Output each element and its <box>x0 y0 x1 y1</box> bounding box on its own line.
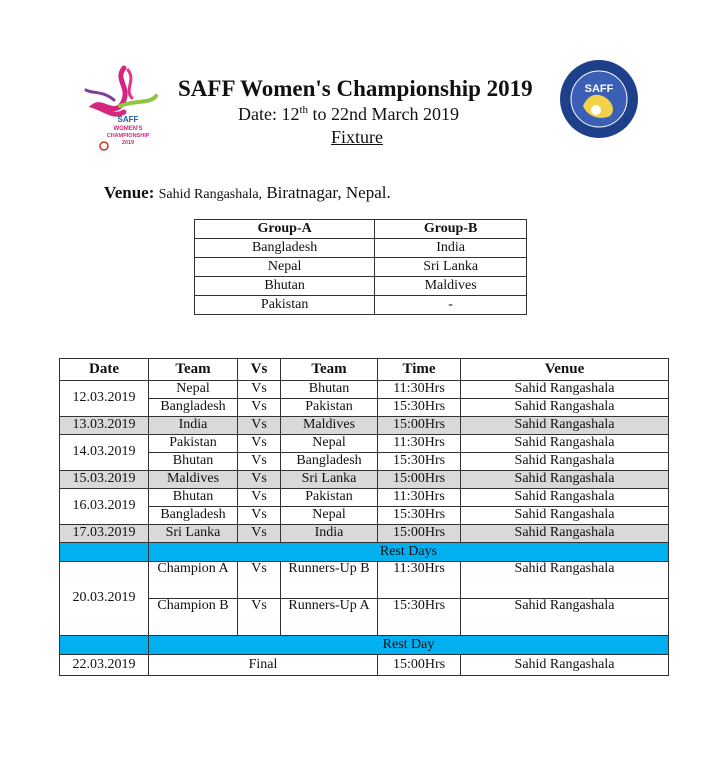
svg-text:SAFF: SAFF <box>117 115 139 124</box>
group-b-team: India <box>375 239 527 258</box>
table-row <box>195 296 527 315</box>
match-venue: Sahid Rangashala <box>461 399 669 417</box>
match-date: 12.03.2019 <box>60 381 149 417</box>
group-a-header: Group-A <box>195 220 375 239</box>
match-venue: Sahid Rangashala <box>461 453 669 471</box>
rest-spacer <box>60 636 149 655</box>
venue-stadium: Sahid Rangashala, <box>158 187 263 202</box>
header-vs: Vs <box>238 359 281 381</box>
vs-cell: Vs <box>238 399 281 417</box>
fixture-heading: Fixture <box>331 127 383 147</box>
table-header-row <box>60 359 669 381</box>
rest-days-row <box>60 543 669 562</box>
table-row <box>60 507 669 525</box>
match-venue: Sahid Rangashala <box>461 507 669 525</box>
vs-cell: Vs <box>238 453 281 471</box>
group-b-team: Sri Lanka <box>375 258 527 277</box>
group-a-team: Nepal <box>195 258 375 277</box>
group-a-team: Bhutan <box>195 277 375 296</box>
vs-cell: Vs <box>238 525 281 543</box>
table-row <box>195 239 527 258</box>
kickoff-time: 11:30Hrs <box>378 489 461 507</box>
away-team: Pakistan <box>281 489 378 507</box>
kickoff-time: 15:30Hrs <box>378 507 461 525</box>
table-row <box>60 489 669 507</box>
kickoff-time: 15:00Hrs <box>378 417 461 435</box>
away-team: Runners-Up B <box>281 562 378 599</box>
match-date: 22.03.2019 <box>60 655 149 676</box>
final-match: Final <box>149 655 378 676</box>
home-team: Bhutan <box>149 489 238 507</box>
kickoff-time: 15:30Hrs <box>378 399 461 417</box>
home-team: Nepal <box>149 381 238 399</box>
match-date: 14.03.2019 <box>60 435 149 471</box>
home-team: Champion A <box>149 562 238 599</box>
vs-cell: Vs <box>238 507 281 525</box>
rest-day-row <box>60 636 669 655</box>
table-row <box>60 435 669 453</box>
table-row <box>60 599 669 636</box>
vs-cell: Vs <box>238 471 281 489</box>
home-team: Champion B <box>149 599 238 636</box>
svg-text:CHAMPIONSHIP: CHAMPIONSHIP <box>106 133 150 139</box>
kickoff-time: 15:00Hrs <box>378 471 461 489</box>
match-date: 17.03.2019 <box>60 525 149 543</box>
home-team: India <box>149 417 238 435</box>
kickoff-time: 11:30Hrs <box>378 381 461 399</box>
header-time: Time <box>378 359 461 381</box>
group-b-team: Maldives <box>375 277 527 296</box>
match-venue: Sahid Rangashala <box>461 489 669 507</box>
vs-cell: Vs <box>238 489 281 507</box>
date-range: Date: 12th to 22nd March 2019 <box>238 104 460 124</box>
svg-text:2019: 2019 <box>121 140 135 146</box>
kickoff-time: 11:30Hrs <box>378 435 461 453</box>
table-row <box>195 277 527 296</box>
away-team: Bhutan <box>281 381 378 399</box>
table-row <box>60 417 669 435</box>
match-venue: Sahid Rangashala <box>461 435 669 453</box>
match-venue: Sahid Rangashala <box>461 417 669 435</box>
match-date: 15.03.2019 <box>60 471 149 489</box>
home-team: Bangladesh <box>149 507 238 525</box>
match-venue: Sahid Rangashala <box>461 525 669 543</box>
match-venue: Sahid Rangashala <box>461 655 669 676</box>
page-title: SAFF Women's Championship 2019 <box>178 76 533 101</box>
groups-table <box>194 219 527 315</box>
header-team: Team <box>281 359 378 381</box>
vs-cell: Vs <box>238 599 281 636</box>
away-team: Maldives <box>281 417 378 435</box>
group-b-team: - <box>375 296 527 315</box>
header-date: Date <box>60 359 149 381</box>
away-team: Pakistan <box>281 399 378 417</box>
kickoff-time: 15:30Hrs <box>378 599 461 636</box>
saff-emblem-logo <box>558 58 640 140</box>
home-team: Bangladesh <box>149 399 238 417</box>
rest-spacer <box>60 543 149 562</box>
kickoff-time: 15:30Hrs <box>378 453 461 471</box>
svg-text:SAFF: SAFF <box>584 83 614 95</box>
table-row <box>195 258 527 277</box>
match-date: 16.03.2019 <box>60 489 149 525</box>
group-a-team: Pakistan <box>195 296 375 315</box>
kickoff-time: 15:00Hrs <box>378 525 461 543</box>
away-team: Nepal <box>281 507 378 525</box>
vs-cell: Vs <box>238 562 281 599</box>
group-a-team: Bangladesh <box>195 239 375 258</box>
home-team: Bhutan <box>149 453 238 471</box>
fixtures-table <box>59 358 669 676</box>
away-team: Bangladesh <box>281 453 378 471</box>
away-team: Nepal <box>281 435 378 453</box>
away-team: Sri Lanka <box>281 471 378 489</box>
table-row <box>60 453 669 471</box>
home-team: Maldives <box>149 471 238 489</box>
match-date: 20.03.2019 <box>60 562 149 636</box>
rest-day-label: Rest Day <box>149 636 669 655</box>
away-team: India <box>281 525 378 543</box>
match-venue: Sahid Rangashala <box>461 471 669 489</box>
table-row <box>60 381 669 399</box>
match-venue: Sahid Rangashala <box>461 381 669 399</box>
vs-cell: Vs <box>238 381 281 399</box>
away-team: Runners-Up A <box>281 599 378 636</box>
vs-cell: Vs <box>238 435 281 453</box>
header-team: Team <box>149 359 238 381</box>
svg-text:WOMEN'S: WOMEN'S <box>113 126 143 132</box>
table-row <box>60 655 669 676</box>
match-date: 13.03.2019 <box>60 417 149 435</box>
venue-label: Venue: <box>104 183 155 202</box>
venue-line <box>104 183 391 203</box>
kickoff-time: 15:00Hrs <box>378 655 461 676</box>
home-team: Pakistan <box>149 435 238 453</box>
championship-logo <box>84 60 162 155</box>
header-venue: Venue <box>461 359 669 381</box>
venue-location: Biratnagar, Nepal. <box>262 183 391 202</box>
table-row <box>60 525 669 543</box>
group-b-header: Group-B <box>375 220 527 239</box>
table-row <box>60 471 669 489</box>
home-team: Sri Lanka <box>149 525 238 543</box>
match-venue: Sahid Rangashala <box>461 562 669 599</box>
table-header-row <box>195 220 527 239</box>
kickoff-time: 11:30Hrs <box>378 562 461 599</box>
match-venue: Sahid Rangashala <box>461 599 669 636</box>
table-row <box>60 399 669 417</box>
rest-days-label: Rest Days <box>149 543 669 562</box>
vs-cell: Vs <box>238 417 281 435</box>
table-row <box>60 562 669 599</box>
